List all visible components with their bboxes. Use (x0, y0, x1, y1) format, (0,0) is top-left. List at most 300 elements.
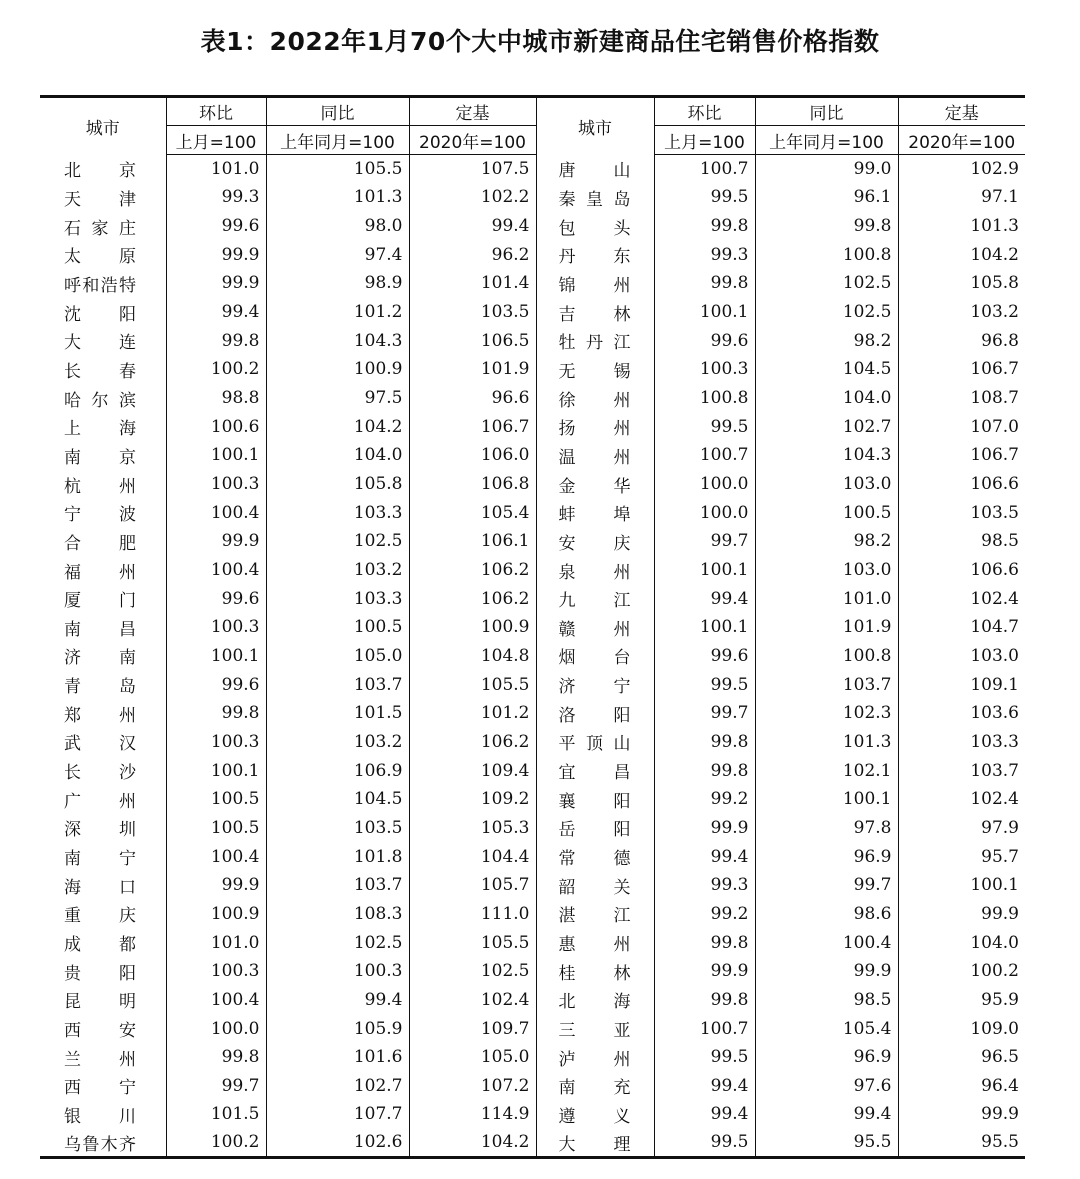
huanbi-value: 100.0 (654, 498, 755, 527)
dingji-value: 96.4 (981, 1075, 1019, 1096)
dingji-value: 109.4 (409, 756, 536, 785)
city-name: 泉 州 (558, 562, 631, 583)
tongbi-value: 100.1 (755, 785, 898, 814)
huanbi-value: 99.9 (166, 527, 266, 556)
tongbi-value: 100.8 (755, 240, 898, 269)
tongbi-value: 105.9 (266, 1014, 409, 1043)
table-row (40, 986, 1025, 1015)
dingji-value: 101.2 (409, 699, 536, 728)
table-row (40, 1072, 1025, 1101)
city-name: 上 海 (64, 419, 136, 440)
dingji-value: 105.7 (409, 871, 536, 900)
tongbi-value: 103.3 (266, 584, 409, 613)
dingji-value: 101.9 (409, 355, 536, 384)
tongbi-value: 101.8 (266, 842, 409, 871)
dingji-value: 104.8 (409, 642, 536, 671)
dingji-value: 106.2 (409, 584, 536, 613)
huanbi-value: 99.6 (654, 642, 755, 671)
city-name: 青 岛 (64, 677, 136, 698)
price-index-table (40, 95, 1025, 1159)
tongbi-value: 104.2 (266, 412, 409, 441)
tongbi-value: 105.0 (266, 642, 409, 671)
dingji-value: 106.2 (409, 556, 536, 585)
dingji-value: 105.5 (409, 670, 536, 699)
huanbi-value: 99.5 (654, 412, 755, 441)
dingji-value: 106.7 (970, 445, 1019, 466)
huanbi-value: 99.4 (654, 1072, 755, 1101)
city-name-cell (536, 155, 654, 184)
city-name-cell (40, 1129, 166, 1158)
dingji-value: 102.9 (970, 159, 1019, 180)
city-name: 厦 门 (64, 591, 136, 612)
tongbi-value: 102.7 (266, 1072, 409, 1101)
tongbi-value: 98.2 (755, 527, 898, 556)
city-name-cell (536, 670, 654, 699)
dingji-value: 109.2 (409, 785, 536, 814)
city-name-cell (40, 155, 166, 184)
dingji-value: 107.5 (409, 155, 536, 184)
city-name-cell (536, 928, 654, 957)
city-name-cell (40, 498, 166, 527)
city-name: 长 春 (64, 361, 136, 382)
city-name-cell (536, 498, 654, 527)
city-name-cell (536, 527, 654, 556)
city-name-cell (536, 412, 654, 441)
table-row (40, 642, 1025, 671)
city-name: 贵 阳 (64, 963, 136, 984)
tongbi-value: 101.5 (266, 699, 409, 728)
city-name: 唐 山 (558, 161, 631, 182)
city-name: 金 华 (558, 476, 631, 497)
city-name-cell (536, 728, 654, 757)
huanbi-value: 99.8 (654, 269, 755, 298)
huanbi-value: 99.3 (654, 871, 755, 900)
huanbi-value: 100.6 (166, 412, 266, 441)
dingji-value: 99.4 (409, 212, 536, 241)
city-name: 成 都 (64, 935, 136, 956)
dingji-value: 97.9 (981, 817, 1019, 838)
table-row (40, 1100, 1025, 1129)
city-name: 哈 尔 滨 (64, 390, 136, 411)
huanbi-value: 100.9 (166, 900, 266, 929)
dingji-value: 106.6 (970, 474, 1019, 495)
city-name-cell (536, 642, 654, 671)
dingji-value: 105.5 (409, 928, 536, 957)
city-name-cell (40, 183, 166, 212)
city-name: 北 京 (64, 161, 136, 182)
city-name-cell (536, 842, 654, 871)
city-name-cell (40, 384, 166, 413)
city-name: 宁 波 (64, 505, 136, 526)
huanbi-value: 100.1 (654, 556, 755, 585)
table-row (40, 269, 1025, 298)
city-name-cell (40, 613, 166, 642)
dingji-value: 103.2 (970, 302, 1019, 323)
city-name-cell (536, 756, 654, 785)
city-name-cell (40, 642, 166, 671)
dingji-value: 95.9 (981, 989, 1019, 1010)
huanbi-value: 100.3 (166, 470, 266, 499)
huanbi-value: 99.9 (166, 240, 266, 269)
city-name-cell (40, 670, 166, 699)
huanbi-value: 99.5 (654, 670, 755, 699)
dingji-value: 105.4 (409, 498, 536, 527)
table-row (40, 498, 1025, 527)
city-name: 沈 阳 (64, 304, 136, 325)
huanbi-value: 99.7 (654, 527, 755, 556)
city-name: 九 江 (558, 591, 631, 612)
dingji-value: 105.8 (970, 273, 1019, 294)
huanbi-value: 99.9 (654, 814, 755, 843)
huanbi-value: 100.3 (166, 613, 266, 642)
table-row (40, 240, 1025, 269)
tongbi-value: 101.9 (755, 613, 898, 642)
city-name-cell (536, 355, 654, 384)
table-header (40, 97, 1025, 155)
city-name-cell (40, 842, 166, 871)
city-name-cell (40, 355, 166, 384)
page-title: 表1：2022年1月70个大中城市新建商品住宅销售价格指数 (200, 27, 880, 56)
city-name-cell (40, 928, 166, 957)
tongbi-value: 99.4 (266, 986, 409, 1015)
city-name-cell (536, 326, 654, 355)
city-name-cell (536, 613, 654, 642)
city-name: 桂 林 (558, 963, 631, 984)
dingji-value: 104.4 (409, 842, 536, 871)
city-name-cell (40, 900, 166, 929)
huanbi-value: 100.1 (166, 756, 266, 785)
tongbi-value: 104.3 (266, 326, 409, 355)
huanbi-base-right: 上月=100 (654, 126, 755, 155)
city-name: 西 安 (64, 1021, 136, 1042)
huanbi-value: 99.5 (654, 183, 755, 212)
city-name-cell (40, 1100, 166, 1129)
city-header-left: 城市 (40, 97, 166, 155)
tongbi-value: 97.6 (755, 1072, 898, 1101)
city-name-cell (40, 871, 166, 900)
huanbi-value: 99.4 (654, 1100, 755, 1129)
huanbi-value: 99.2 (654, 785, 755, 814)
huanbi-value: 99.9 (654, 957, 755, 986)
huanbi-value: 99.8 (166, 1043, 266, 1072)
tongbi-value: 103.7 (755, 670, 898, 699)
tongbi-value: 97.8 (755, 814, 898, 843)
huanbi-value: 99.7 (654, 699, 755, 728)
dingji-value: 106.6 (970, 560, 1019, 581)
city-name-cell (536, 814, 654, 843)
huanbi-value: 99.8 (166, 326, 266, 355)
huanbi-value: 101.0 (166, 928, 266, 957)
tongbi-value: 97.4 (266, 240, 409, 269)
tongbi-value: 98.0 (266, 212, 409, 241)
city-name: 泸 州 (558, 1049, 631, 1070)
huanbi-value: 99.8 (654, 986, 755, 1015)
dingji-value: 111.0 (409, 900, 536, 929)
dingji-value: 96.5 (981, 1047, 1019, 1068)
tongbi-value: 98.2 (755, 326, 898, 355)
huanbi-value: 99.2 (654, 900, 755, 929)
tongbi-header-left: 同比 (266, 97, 409, 126)
tongbi-value: 103.0 (755, 556, 898, 585)
tongbi-value: 98.6 (755, 900, 898, 929)
dingji-value: 102.4 (970, 789, 1019, 810)
tongbi-value: 102.3 (755, 699, 898, 728)
city-name: 呼 和 浩 特 (64, 275, 136, 296)
dingji-value: 95.7 (981, 846, 1019, 867)
dingji-value: 109.7 (409, 1014, 536, 1043)
city-name: 西 宁 (64, 1078, 136, 1099)
tongbi-value: 103.3 (266, 498, 409, 527)
city-name: 武 汉 (64, 734, 136, 755)
huanbi-value: 100.1 (654, 298, 755, 327)
huanbi-value: 100.3 (166, 728, 266, 757)
city-name: 秦 皇 岛 (558, 189, 631, 210)
table-row (40, 670, 1025, 699)
huanbi-value: 100.7 (654, 155, 755, 184)
city-name: 深 圳 (64, 820, 136, 841)
city-name: 兰 州 (64, 1049, 136, 1070)
city-name: 扬 州 (558, 419, 631, 440)
huanbi-value: 98.8 (166, 384, 266, 413)
city-name-cell (536, 212, 654, 241)
city-name-cell (536, 240, 654, 269)
tongbi-value: 98.5 (755, 986, 898, 1015)
dingji-value: 106.1 (409, 527, 536, 556)
city-name-cell (536, 298, 654, 327)
huanbi-value: 100.3 (654, 355, 755, 384)
dingji-value: 102.4 (409, 986, 536, 1015)
city-name: 三 亚 (558, 1021, 631, 1042)
tongbi-value: 103.7 (266, 670, 409, 699)
tongbi-value: 107.7 (266, 1100, 409, 1129)
table-row (40, 871, 1025, 900)
dingji-value: 96.6 (409, 384, 536, 413)
huanbi-value: 99.5 (654, 1129, 755, 1158)
huanbi-value: 100.1 (654, 613, 755, 642)
table-row (40, 957, 1025, 986)
huanbi-value: 100.4 (166, 842, 266, 871)
huanbi-value: 99.4 (654, 842, 755, 871)
tongbi-value: 102.1 (755, 756, 898, 785)
city-name: 宜 昌 (558, 763, 631, 784)
city-name: 重 庆 (64, 906, 136, 927)
city-name: 石 家 庄 (64, 218, 136, 239)
city-name: 银 川 (64, 1106, 136, 1127)
table-row (40, 326, 1025, 355)
dingji-value: 102.5 (409, 957, 536, 986)
huanbi-value: 100.1 (166, 642, 266, 671)
tongbi-value: 102.5 (266, 527, 409, 556)
city-header-right: 城市 (536, 97, 654, 155)
city-name-cell (40, 728, 166, 757)
huanbi-value: 100.4 (166, 986, 266, 1015)
city-name: 包 头 (558, 218, 631, 239)
dingji-value: 105.3 (409, 814, 536, 843)
tongbi-value: 102.6 (266, 1129, 409, 1158)
huanbi-value: 100.0 (166, 1014, 266, 1043)
huanbi-value: 99.8 (166, 699, 266, 728)
city-name-cell (536, 785, 654, 814)
tongbi-value: 105.4 (755, 1014, 898, 1043)
city-name: 洛 阳 (558, 705, 631, 726)
huanbi-value: 99.4 (654, 584, 755, 613)
city-name: 长 沙 (64, 763, 136, 784)
tongbi-value: 99.8 (755, 212, 898, 241)
dingji-value: 100.1 (970, 875, 1019, 896)
city-name-cell (536, 957, 654, 986)
city-name-cell (40, 240, 166, 269)
city-name: 无 锡 (558, 361, 631, 382)
dingji-value: 106.2 (409, 728, 536, 757)
table-row (40, 527, 1025, 556)
tongbi-value: 99.4 (755, 1100, 898, 1129)
table-body (40, 155, 1025, 1158)
huanbi-value: 99.7 (166, 1072, 266, 1101)
tongbi-value: 104.5 (266, 785, 409, 814)
city-name: 吉 林 (558, 304, 631, 325)
city-name: 南 昌 (64, 619, 136, 640)
huanbi-value: 100.4 (166, 556, 266, 585)
table-row (40, 1043, 1025, 1072)
tongbi-value: 103.7 (266, 871, 409, 900)
city-name: 南 京 (64, 447, 136, 468)
city-name-cell (40, 785, 166, 814)
dingji-value: 103.3 (970, 731, 1019, 752)
city-name: 济 南 (64, 648, 136, 669)
city-name-cell (40, 699, 166, 728)
huanbi-value: 99.6 (654, 326, 755, 355)
city-name: 北 海 (558, 992, 631, 1013)
huanbi-value: 100.8 (654, 384, 755, 413)
city-name-cell (40, 412, 166, 441)
tongbi-value: 100.5 (266, 613, 409, 642)
city-name: 大 连 (64, 333, 136, 354)
city-name-cell (40, 1014, 166, 1043)
dingji-value: 103.7 (970, 760, 1019, 781)
dingji-value: 106.5 (409, 326, 536, 355)
city-name: 广 州 (64, 791, 136, 812)
dingji-value: 99.9 (981, 1104, 1019, 1125)
dingji-value: 114.9 (409, 1100, 536, 1129)
city-name-cell (40, 957, 166, 986)
tongbi-value: 100.8 (755, 642, 898, 671)
dingji-value: 101.4 (409, 269, 536, 298)
dingji-value: 106.0 (409, 441, 536, 470)
city-name: 合 肥 (64, 533, 136, 554)
tongbi-value: 102.5 (755, 298, 898, 327)
table-row (40, 785, 1025, 814)
dingji-value: 106.7 (409, 412, 536, 441)
tongbi-base-right: 上年同月=100 (755, 126, 898, 155)
city-name-cell (40, 1072, 166, 1101)
huanbi-value: 100.2 (166, 1129, 266, 1158)
city-name-cell (536, 1129, 654, 1158)
dingji-value: 102.4 (970, 588, 1019, 609)
city-name: 岳 阳 (558, 820, 631, 841)
city-name: 济 宁 (558, 677, 631, 698)
city-name: 烟 台 (558, 648, 631, 669)
dingji-header-right: 定基 (898, 97, 1025, 126)
dingji-base-right: 2020年=100 (898, 126, 1025, 155)
tongbi-value: 99.9 (755, 957, 898, 986)
city-name-cell (536, 699, 654, 728)
table-row (40, 613, 1025, 642)
city-name-cell (40, 470, 166, 499)
tongbi-value: 104.0 (266, 441, 409, 470)
dingji-value: 101.3 (970, 216, 1019, 237)
table-row (40, 556, 1025, 585)
huanbi-value: 100.7 (654, 1014, 755, 1043)
dingji-value: 104.2 (409, 1129, 536, 1158)
city-name-cell (536, 986, 654, 1015)
tongbi-base-left: 上年同月=100 (266, 126, 409, 155)
dingji-value: 106.8 (409, 470, 536, 499)
huanbi-value: 99.3 (166, 183, 266, 212)
dingji-value: 109.0 (970, 1018, 1019, 1039)
dingji-value: 103.6 (970, 703, 1019, 724)
city-name: 温 州 (558, 447, 631, 468)
city-name: 安 庆 (558, 533, 631, 554)
city-name-cell (536, 900, 654, 929)
huanbi-value: 100.5 (166, 785, 266, 814)
tongbi-value: 96.9 (755, 1043, 898, 1072)
dingji-value: 109.1 (970, 674, 1019, 695)
table-row (40, 728, 1025, 757)
city-name: 惠 州 (558, 935, 631, 956)
huanbi-header-left: 环比 (166, 97, 266, 126)
table-row (40, 756, 1025, 785)
dingji-value: 108.7 (970, 388, 1019, 409)
city-name-cell (536, 584, 654, 613)
huanbi-value: 99.8 (654, 728, 755, 757)
dingji-value: 99.9 (981, 903, 1019, 924)
dingji-value: 103.5 (409, 298, 536, 327)
table-row (40, 441, 1025, 470)
table-row (40, 155, 1025, 184)
huanbi-value: 99.9 (166, 269, 266, 298)
tongbi-value: 96.9 (755, 842, 898, 871)
dingji-value: 103.0 (970, 645, 1019, 666)
table-row (40, 384, 1025, 413)
city-name-cell (40, 269, 166, 298)
city-name-cell (40, 814, 166, 843)
city-name: 韶 关 (558, 877, 631, 898)
city-name-cell (536, 1072, 654, 1101)
tongbi-value: 102.5 (266, 928, 409, 957)
huanbi-value: 99.5 (654, 1043, 755, 1072)
city-name: 福 州 (64, 562, 136, 583)
tongbi-value: 104.5 (755, 355, 898, 384)
city-name: 徐 州 (558, 390, 631, 411)
huanbi-value: 101.5 (166, 1100, 266, 1129)
tongbi-value: 102.5 (755, 269, 898, 298)
tongbi-value: 99.7 (755, 871, 898, 900)
tongbi-value: 101.2 (266, 298, 409, 327)
city-name-cell (40, 326, 166, 355)
tongbi-value: 103.2 (266, 728, 409, 757)
city-name-cell (536, 269, 654, 298)
city-name: 锦 州 (558, 275, 631, 296)
city-name: 丹 东 (558, 247, 631, 268)
table-row (40, 699, 1025, 728)
tongbi-value: 100.4 (755, 928, 898, 957)
city-name: 海 口 (64, 877, 136, 898)
city-name-cell (40, 298, 166, 327)
city-name-cell (536, 871, 654, 900)
tongbi-value: 98.9 (266, 269, 409, 298)
city-name: 杭 州 (64, 476, 136, 497)
huanbi-value: 100.7 (654, 441, 755, 470)
